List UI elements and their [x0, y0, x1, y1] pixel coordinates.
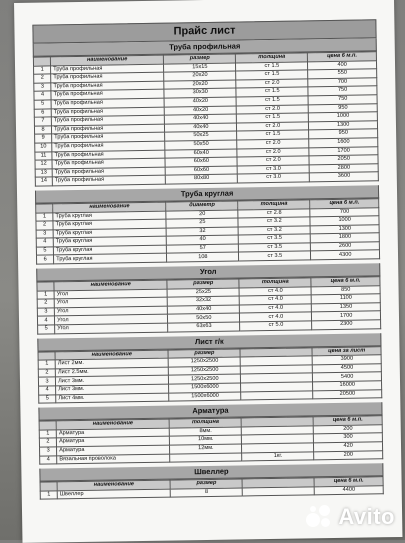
- row-number: 5: [38, 325, 55, 334]
- row-number: 7: [34, 117, 51, 126]
- row-number: 5: [36, 247, 53, 256]
- avito-watermark: [306, 504, 395, 530]
- item-name: Труба профильная: [51, 64, 164, 74]
- item-price: 3900: [312, 355, 381, 365]
- item-thickness: ст 3.0: [237, 165, 309, 175]
- row-number: 4: [37, 316, 54, 325]
- item-name: Труба профильная: [51, 107, 164, 117]
- row-number: 12: [35, 160, 52, 169]
- row-number: 3: [38, 377, 55, 386]
- row-number: 3: [34, 83, 51, 92]
- item-thickness: ст 2.0: [237, 156, 309, 166]
- column-header: [33, 57, 50, 66]
- section-title-rebar: Арматура: [38, 402, 382, 420]
- item-thickness: ст 2.0: [237, 139, 309, 149]
- column-header: [37, 282, 54, 291]
- item-thickness: 1кг.: [242, 451, 314, 461]
- item-price: 4400: [315, 485, 384, 495]
- row-number: 4: [34, 91, 51, 100]
- item-price: 1300: [310, 224, 379, 234]
- item-thickness: ст 2.0: [237, 147, 309, 157]
- item-size: 1500х6000: [169, 383, 241, 393]
- item-thickness: ст 2.0: [236, 79, 308, 89]
- item-price: 750: [308, 86, 377, 96]
- item-thickness: ст 3.2: [238, 226, 310, 236]
- row-number: 4: [36, 238, 53, 247]
- row-number: 11: [35, 151, 52, 160]
- item-price: 700: [308, 78, 377, 88]
- row-number: 1: [39, 430, 56, 439]
- item-name: Арматура: [57, 445, 170, 455]
- column-header: наименование: [51, 55, 164, 65]
- row-number: 3: [40, 447, 57, 456]
- item-price: 1000: [309, 112, 378, 122]
- item-size: 50х25: [165, 131, 237, 141]
- item-size: 40х20: [164, 97, 236, 107]
- item-size: 20х20: [164, 80, 236, 90]
- item-thickness: ст 4.0: [239, 287, 311, 297]
- item-name: Труба профильная: [52, 124, 165, 134]
- item-price: 750: [308, 95, 377, 105]
- item-size: 25: [166, 218, 238, 228]
- item-thickness: ст 3.5: [239, 243, 311, 253]
- item-thickness: ст 2.0: [237, 122, 309, 132]
- item-thickness: ст 1.5: [236, 70, 308, 80]
- item-name: Труба профильная: [51, 72, 164, 82]
- item-price: 5400: [313, 372, 382, 382]
- item-name: Лист 4мм.: [56, 393, 169, 403]
- item-thickness: ст 2.8: [238, 208, 310, 218]
- row-number: 2: [34, 74, 51, 83]
- item-name: Труба профильная: [52, 132, 165, 142]
- row-number: 5: [34, 100, 51, 109]
- column-header: диаметр: [166, 201, 238, 211]
- item-name: Труба круглая: [54, 254, 167, 264]
- item-size: 40: [167, 235, 239, 245]
- row-number: 13: [35, 169, 52, 178]
- item-size: 63х63: [168, 322, 240, 332]
- row-number: 2: [38, 369, 55, 378]
- column-header: цена за лист: [312, 346, 381, 356]
- item-size: 50х50: [168, 313, 240, 323]
- column-header: толщина: [238, 200, 310, 210]
- item-size: 57: [167, 244, 239, 254]
- item-name: Труба профильная: [52, 141, 165, 151]
- item-size: 60х60: [165, 166, 237, 176]
- item-price: 700: [310, 207, 379, 217]
- item-thickness: ст 3.2: [238, 217, 310, 227]
- item-price: 550: [308, 69, 377, 79]
- column-header: наименование: [57, 480, 170, 490]
- row-number: 3: [37, 308, 54, 317]
- item-size: 50х50: [165, 140, 237, 150]
- item-price: 1300: [309, 121, 378, 131]
- section-title-angle: Угол: [36, 263, 380, 281]
- item-thickness: ст 3.5: [239, 234, 311, 244]
- item-size: 32х32: [167, 296, 239, 306]
- column-header: цена 6 м.п.: [308, 52, 377, 62]
- item-name: Труба профильная: [52, 167, 165, 177]
- item-price: 2800: [309, 164, 378, 174]
- item-thickness: ст 5.0: [240, 321, 312, 331]
- row-number: 8: [34, 126, 51, 135]
- item-price: 3600: [310, 172, 379, 182]
- item-name: Труба профильная: [51, 81, 164, 91]
- item-size: 20х20: [164, 71, 236, 81]
- row-number: 3: [36, 230, 53, 239]
- item-name: Угол: [54, 289, 167, 299]
- item-name: Угол: [54, 297, 167, 307]
- section-title-profile: Труба профильная: [33, 38, 377, 56]
- item-price: 1600: [309, 138, 378, 148]
- item-price: 200: [314, 450, 383, 460]
- row-number: 1: [37, 291, 54, 300]
- item-name: Труба круглая: [53, 228, 166, 238]
- item-thickness: ст 1.5: [237, 113, 309, 123]
- item-name: Труба круглая: [53, 236, 166, 246]
- item-name: Угол: [54, 306, 167, 316]
- row-number: 2: [39, 438, 56, 447]
- item-name: Труба круглая: [53, 219, 166, 229]
- price-tables: [15, 38, 402, 500]
- item-name: Лист 3мм.: [56, 384, 169, 394]
- item-size: 12мм.: [170, 444, 242, 454]
- row-number: 2: [37, 299, 54, 308]
- column-header: цена 6 м.п.: [314, 477, 383, 487]
- column-header: толщина: [239, 278, 311, 288]
- row-number: 5: [39, 394, 56, 403]
- section-title-channel: Швеллер: [39, 463, 383, 481]
- item-size: 20: [166, 209, 238, 219]
- item-name: Труба профильная: [52, 175, 165, 185]
- item-thickness: ст 1.5: [236, 87, 308, 97]
- item-price: 200: [314, 425, 383, 435]
- item-price: 1100: [312, 294, 381, 304]
- item-price: 4500: [313, 364, 382, 374]
- column-header: размер: [167, 279, 239, 289]
- item-size: 8: [171, 488, 243, 498]
- item-name: Лист 2.5мм.: [55, 367, 168, 377]
- item-price: 1800: [311, 233, 380, 243]
- item-thickness: ст 1.5: [236, 61, 308, 71]
- column-header: размер: [164, 54, 236, 64]
- item-price: 950: [309, 129, 378, 139]
- item-price: 420: [314, 442, 383, 452]
- row-number: 4: [40, 455, 57, 464]
- item-size: 30х30: [164, 88, 236, 98]
- item-name: Труба круглая: [53, 211, 166, 221]
- column-header: [39, 421, 56, 430]
- avito-logo-icon: [306, 504, 334, 530]
- column-header: наименование: [54, 280, 167, 290]
- price-table-profile: [33, 51, 379, 186]
- item-thickness: [243, 487, 315, 497]
- item-name: Угол: [55, 323, 168, 333]
- item-price: 16000: [313, 381, 382, 391]
- page-title: Прайс лист: [32, 19, 376, 43]
- item-price: 300: [314, 433, 383, 443]
- column-header: толщина: [236, 53, 308, 63]
- price-list-sheet: [14, 0, 402, 543]
- section-title-round: Труба круглая: [35, 185, 379, 203]
- price-table-round: [35, 198, 380, 265]
- price-table-rebar: [39, 415, 384, 464]
- item-size: 40х40: [165, 123, 237, 133]
- row-number: 1: [34, 66, 51, 75]
- item-size: 60х60: [165, 157, 237, 167]
- item-thickness: ст 4.0: [240, 295, 312, 305]
- item-name: Труба профильная: [52, 158, 165, 168]
- column-header: наименование: [55, 350, 168, 360]
- item-price: 2600: [311, 242, 380, 252]
- item-thickness: ст 3.0: [238, 173, 310, 183]
- item-price: 1350: [312, 303, 381, 313]
- item-name: Труба профильная: [51, 115, 164, 125]
- item-size: 1500х6000: [169, 392, 241, 402]
- avito-watermark-text: Avito: [338, 504, 395, 529]
- column-header: [38, 352, 55, 361]
- column-header: цена 6 м.п.: [310, 199, 379, 209]
- item-price: 1700: [312, 311, 381, 321]
- item-name: Швеллер: [57, 489, 170, 499]
- item-size: 108: [167, 252, 239, 262]
- row-number: 1: [36, 212, 53, 221]
- item-price: 1000: [310, 216, 379, 226]
- item-thickness: ст 2.0: [237, 104, 309, 114]
- item-name: Лист 3мм.: [56, 376, 169, 386]
- row-number: 6: [34, 108, 51, 117]
- price-table-angle: [36, 276, 381, 334]
- item-thickness: ст 4.0: [240, 304, 312, 314]
- item-size: 80х80: [166, 174, 238, 184]
- row-number: 6: [36, 255, 53, 264]
- row-number: 2: [36, 221, 53, 230]
- item-price: 2050: [309, 155, 378, 165]
- item-name: Труба профильная: [52, 150, 165, 160]
- item-name: Труба круглая: [53, 245, 166, 255]
- item-price: 1700: [309, 146, 378, 156]
- item-thickness: ст 1.5: [236, 96, 308, 106]
- column-header: наименование: [56, 419, 169, 429]
- column-header: [40, 482, 57, 491]
- item-name: Арматура: [56, 428, 169, 438]
- row-number: 14: [35, 177, 52, 186]
- item-thickness: ст 4.0: [240, 312, 312, 322]
- item-price: 400: [308, 60, 377, 70]
- item-size: 40х40: [168, 305, 240, 315]
- item-size: 40х20: [164, 106, 236, 116]
- column-header: толщина: [169, 418, 241, 428]
- column-header: цена 6 м.п.: [313, 416, 382, 426]
- item-name: Труба профильная: [51, 98, 164, 108]
- item-size: 1250х2500: [169, 366, 241, 376]
- column-header: наименование: [53, 202, 166, 212]
- row-number: 4: [39, 386, 56, 395]
- item-name: Вязальная проволока: [57, 454, 170, 464]
- row-number: 1: [40, 491, 57, 500]
- item-thickness: ст 1.5: [237, 130, 309, 140]
- item-name: Труба профильная: [51, 90, 164, 100]
- item-size: 15х15: [164, 63, 236, 73]
- row-number: 9: [35, 134, 52, 143]
- item-price: 950: [309, 103, 378, 113]
- column-header: [36, 204, 53, 213]
- section-title-sheet: Лист г/к: [37, 333, 381, 351]
- item-size: 32: [166, 227, 238, 237]
- item-size: 1250х2500: [168, 357, 240, 367]
- item-size: 10мм.: [170, 435, 242, 445]
- item-size: 8мм.: [170, 427, 242, 437]
- item-name: Угол: [55, 315, 168, 325]
- item-price: 4300: [311, 250, 380, 260]
- column-header: размер: [168, 349, 240, 359]
- item-name: Лист 2мм.: [55, 358, 168, 368]
- price-table-sheet: [37, 346, 382, 404]
- item-price: 850: [311, 285, 380, 295]
- row-number: 1: [38, 360, 55, 369]
- item-size: 60х40: [165, 149, 237, 159]
- item-size: 40х40: [165, 114, 237, 124]
- item-thickness: ст 3.5: [239, 251, 311, 261]
- item-price: 20500: [313, 389, 382, 399]
- item-price: 2300: [312, 320, 381, 330]
- item-size: 25х25: [167, 288, 239, 298]
- item-size: 1250х2500: [169, 374, 241, 384]
- row-number: 10: [35, 143, 52, 152]
- column-header: цена 6 м.п.: [311, 277, 380, 287]
- item-name: Арматура: [57, 436, 170, 446]
- column-header: размер: [170, 479, 242, 489]
